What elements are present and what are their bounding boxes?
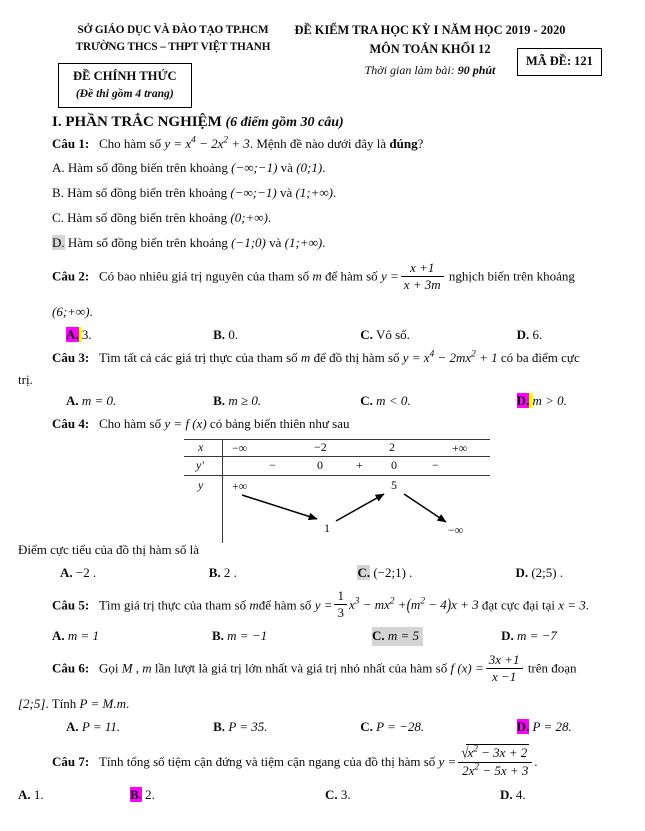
option-1a-conj: và	[280, 160, 293, 176]
option-3c[interactable]	[360, 392, 516, 411]
question-6-frac-den: x −1	[492, 668, 517, 684]
vt-yp-val-0: −	[269, 458, 276, 473]
option-4b[interactable]	[209, 564, 358, 583]
question-1-formula: $y = x^4 - 2x^2 + 3$	[164, 135, 250, 151]
option-1c[interactable]: C. Hàm số đồng biến trên khoảng (0;+∞).	[52, 209, 272, 225]
question-1-text-b: . Mệnh đề nào dưới đây là	[249, 136, 387, 151]
option-7a-value: 1.	[33, 787, 44, 803]
vt-arrow-down-1	[242, 495, 317, 519]
question-3-text-c-part: có ba điểm cực	[500, 350, 580, 366]
question-4-prompt-text: Điểm cực tiểu của đồ thị hàm số là	[18, 542, 200, 558]
variation-table-wrap	[52, 439, 627, 543]
question-3-label: Câu 3:	[52, 350, 90, 366]
vt-y-val-0: +∞	[232, 479, 248, 494]
option-4c-letter: C.	[357, 564, 371, 580]
option-2b[interactable]	[213, 326, 360, 345]
question-5-period: .	[585, 597, 590, 613]
option-6c-letter: C.	[360, 719, 373, 735]
option-6b-value: P = 35.	[228, 719, 268, 735]
option-7d-value: 4.	[515, 787, 526, 803]
exam-content	[0, 114, 645, 805]
question-3-formula: $y = x^4 - 2mx^2 + 1$	[402, 349, 498, 366]
option-6b[interactable]	[213, 718, 360, 737]
exam-subject: MÔN TOÁN KHỐI 12	[369, 41, 491, 56]
option-3b-letter: B.	[213, 393, 226, 409]
question-6-text: Gọi	[98, 660, 119, 676]
question-6-text-b: lần lượt là giá trị lớn nhất và giá trị nhỏ nhất của hàm số	[154, 660, 448, 676]
option-1d-interval-1: (−1;0)	[231, 234, 266, 250]
option-4a[interactable]	[60, 564, 209, 583]
option-4d-letter: D.	[515, 564, 529, 580]
option-7b-value: 2.	[145, 787, 155, 803]
question-7-frac-den: $2x^2 - 5x + 3$	[462, 762, 529, 778]
question-2-label: Câu 2:	[52, 269, 90, 285]
option-5c-value: m = 5	[387, 628, 420, 644]
option-6d[interactable]	[517, 718, 627, 737]
vt-row-label-x: x	[198, 440, 204, 455]
option-1b[interactable]: B. Hàm số đồng biến trên khoảng (−∞;−1) và (1;+∞).	[52, 185, 337, 201]
question-1	[52, 135, 627, 153]
option-5b-letter: B.	[212, 628, 224, 644]
option-2a-value: 3.	[81, 327, 92, 343]
school-name: TRƯỜNG THCS – THPT VIỆT THANH	[75, 41, 271, 54]
question-2-frac-num: x +1	[401, 260, 444, 277]
question-6-fraction	[486, 652, 523, 686]
page-count-label: (Đề thi gồm 4 trang)	[75, 86, 174, 100]
vt-yp-val-2: +	[356, 458, 363, 473]
section-heading	[52, 114, 627, 131]
section-roman: I.	[52, 114, 62, 130]
question-6-cont	[18, 695, 627, 713]
vt-y-val-1: 1	[324, 521, 330, 536]
question-5-frac-num: 1	[334, 588, 347, 605]
question-5-frac-den: 3	[337, 605, 344, 621]
option-4a-letter: A.	[60, 564, 73, 580]
option-4b-value: 2 .	[223, 564, 237, 580]
section-title-text: PHẦN TRẮC NGHIỆM	[65, 114, 222, 130]
option-1b-interval-1: (−∞;−1)	[230, 185, 277, 201]
question-6-compute: P = M.m	[79, 695, 126, 711]
option-4d-value: (2;5) .	[531, 564, 564, 580]
question-1-label: Câu 1:	[52, 136, 90, 151]
vt-arrow-up-1	[336, 494, 384, 521]
question-5-at-value: x = 3	[558, 597, 586, 613]
official-label: ĐỀ CHÍNH THỨC	[73, 69, 177, 83]
question-5-text-b: để hàm số	[258, 597, 312, 613]
question-5-fraction	[334, 588, 347, 622]
question-6	[52, 653, 627, 687]
option-5a-value: m = 1	[67, 628, 100, 644]
question-2-param: m	[312, 269, 322, 285]
option-2d-value: 6.	[532, 327, 543, 343]
option-1c-interval-1: (0;+∞)	[230, 209, 268, 225]
school-block	[48, 22, 298, 57]
option-1c-text: Hàm số đồng biến trên khoảng	[67, 209, 228, 225]
option-3a[interactable]	[66, 392, 213, 411]
option-3b[interactable]	[213, 392, 360, 411]
question-7-options	[18, 786, 627, 805]
option-4c-value: (−2;1) .	[373, 564, 413, 580]
option-1b-conj: và	[279, 185, 293, 201]
option-7b-letter: B.	[130, 787, 142, 803]
option-7b[interactable]	[130, 786, 325, 805]
option-3b-value: m ≥ 0.	[228, 393, 262, 409]
question-6-vars: M , m	[121, 660, 152, 676]
option-4c[interactable]	[357, 564, 515, 583]
option-5a[interactable]	[52, 627, 212, 646]
option-1a-interval-2: (0;1)	[296, 160, 323, 176]
option-1a-interval-1: (−∞;−1)	[231, 160, 278, 176]
question-4-text: Cho hàm số	[98, 416, 162, 431]
option-2c-value: Vô số.	[375, 327, 410, 343]
option-4d[interactable]	[515, 564, 627, 583]
option-5d[interactable]	[501, 627, 621, 646]
option-1d-text: Hàm số đồng biến trên khoảng	[67, 234, 228, 250]
question-4-text-b: có bảng biến thiên như sau	[209, 416, 350, 431]
option-3d[interactable]	[517, 392, 627, 411]
option-2d[interactable]	[517, 326, 627, 345]
vt-row-label-yp: y'	[196, 458, 204, 473]
option-3c-letter: C.	[360, 393, 373, 409]
option-7a-letter: A.	[18, 787, 31, 803]
question-5-options	[52, 627, 627, 646]
option-6b-letter: B.	[213, 719, 226, 735]
question-5-label: Câu 5:	[52, 597, 90, 613]
option-2c[interactable]	[360, 326, 516, 345]
question-2-fraction	[401, 260, 444, 294]
option-1d-interval-2: (1;+∞)	[284, 234, 323, 250]
vt-yp-val-3: 0	[391, 458, 397, 473]
option-2a-letter: A.	[66, 327, 79, 343]
section-points: (6 điểm gồm 30 câu)	[225, 115, 344, 130]
option-4a-value: −2 .	[75, 564, 97, 580]
question-3-options	[52, 392, 627, 411]
question-1-options	[52, 157, 627, 254]
option-3d-letter: D.	[516, 393, 530, 409]
question-5	[52, 590, 627, 624]
question-2-cont	[52, 303, 627, 321]
vt-yp-val-1: 0	[317, 458, 323, 473]
vt-x-val-1: −2	[314, 440, 327, 455]
option-5c[interactable]	[372, 627, 423, 646]
question-3-text: Tìm tất cả các giá trị thực của tham số	[98, 350, 298, 366]
official-exam-box	[58, 63, 192, 108]
question-7	[52, 743, 627, 781]
question-6-options	[52, 718, 627, 737]
variation-table	[184, 439, 490, 543]
question-6-frac-num: 3x +1	[486, 652, 523, 669]
question-7-fraction	[458, 744, 532, 779]
option-1a-letter: A.	[52, 160, 65, 176]
option-5b[interactable]	[212, 627, 372, 646]
option-1a[interactable]: A. Hàm số đồng biến trên khoảng (−∞;−1) và (0;1).	[52, 160, 326, 176]
option-4b-letter: B.	[208, 564, 221, 580]
question-5-formula-rest: $x^3 - mx^2 +(m^2 - 4)x + 3$	[348, 594, 479, 615]
option-1b-text: Hàm số đồng biến trên khoảng	[67, 185, 228, 201]
exam-code-box: MÃ ĐỀ: 121	[517, 48, 602, 76]
option-6d-letter: D.	[516, 719, 530, 735]
question-5-text-c: đạt cực đại tại	[481, 597, 555, 613]
option-3a-value: m = 0.	[81, 393, 117, 409]
question-4-label: Câu 4:	[52, 416, 90, 431]
option-2a[interactable]	[66, 326, 213, 345]
vt-x-val-2: 2	[389, 440, 395, 455]
question-6-fn-lhs: f (x) =	[450, 660, 484, 676]
option-6c[interactable]	[360, 718, 516, 737]
option-5d-letter: D.	[501, 628, 514, 644]
option-3d-value: m > 0.	[532, 393, 567, 409]
question-6-label: Câu 6:	[52, 660, 90, 676]
option-7c-value: 3.	[340, 787, 351, 803]
question-7-period: .	[534, 754, 538, 770]
question-4-prompt	[18, 541, 627, 559]
vt-y-val-3: −∞	[448, 523, 464, 538]
option-7c[interactable]	[325, 786, 500, 805]
duration-label: Thời gian làm bài:	[364, 63, 455, 78]
question-2	[52, 261, 627, 295]
vt-x-val-0: −∞	[232, 441, 248, 456]
question-7-eq-lhs: y =	[438, 754, 457, 770]
question-1-text: Cho hàm số	[98, 136, 162, 151]
option-1b-interval-2: (1;+∞)	[295, 185, 333, 201]
question-6-text-d: . Tính	[45, 695, 77, 711]
question-4	[52, 415, 627, 433]
option-3c-value: m < 0.	[376, 393, 411, 409]
question-4-formula: y = f (x)	[164, 416, 207, 431]
exam-title: ĐỀ KIỂM TRA HỌC KỲ I NĂM HỌC 2019 - 2020	[294, 23, 566, 37]
option-7d[interactable]	[500, 786, 526, 805]
vt-y-val-2: 5	[391, 478, 397, 493]
question-2-text: Có bao nhiêu giá trị nguyên của tham số	[98, 269, 310, 285]
option-7c-letter: C.	[325, 787, 338, 803]
question-3-text-b: để đồ thị hàm số	[313, 350, 400, 366]
option-3a-letter: A.	[66, 393, 79, 409]
question-6-interval: [2;5]	[18, 695, 46, 711]
question-7-frac-num: $√x^2 - 3x + 2$	[458, 744, 532, 762]
question-6-period: .	[125, 695, 130, 711]
option-1a-text: Hàm số đồng biến trên khoảng	[67, 160, 228, 176]
vt-arrows	[184, 439, 490, 543]
question-7-text: Tính tổng số tiệm cận đứng và tiệm cận ngang của đồ thị hàm số	[98, 754, 436, 770]
question-3	[52, 349, 627, 367]
vt-row-label-y: y	[198, 478, 204, 493]
option-1d-conj: và	[269, 234, 282, 250]
option-2c-letter: C.	[360, 327, 373, 343]
question-1-text-c: ?	[417, 136, 424, 151]
option-5d-value: m = −7	[516, 628, 557, 644]
option-5a-letter: A.	[52, 628, 65, 644]
question-5-eq-lhs: y =	[314, 597, 333, 613]
question-5-param: m	[249, 597, 259, 613]
option-7d-letter: D.	[500, 787, 513, 803]
question-1-bold-word: đúng	[389, 136, 418, 151]
option-2d-letter: D.	[516, 327, 530, 343]
question-4-options	[52, 564, 627, 583]
question-3-param: m	[300, 350, 311, 366]
document-header	[0, 0, 645, 100]
option-5c-letter: C.	[372, 628, 385, 644]
question-2-text-b: để hàm số	[324, 269, 378, 285]
option-6d-value: P = 28.	[532, 719, 572, 735]
option-2b-letter: B.	[213, 327, 226, 343]
question-5-text: Tìm giá trị thực của tham số	[98, 597, 247, 613]
question-7-label: Câu 7:	[52, 754, 90, 770]
vt-arrow-down-2	[404, 494, 446, 522]
option-1c-letter: C.	[52, 209, 64, 225]
option-1d-letter: D.	[52, 234, 65, 250]
option-7a[interactable]	[18, 786, 130, 805]
question-2-frac-den: x + 3m	[403, 277, 441, 293]
option-5b-value: m = −1	[227, 628, 268, 644]
question-2-interval: (6;+∞)	[52, 303, 90, 319]
question-6-text-c: trên đoạn	[527, 660, 577, 676]
question-2-text-c: nghịch biến trên khoảng	[448, 269, 575, 285]
option-2b-value: 0.	[228, 327, 239, 343]
question-2-eq-lhs: y =	[380, 269, 399, 285]
duration-value: 90 phút	[457, 63, 496, 78]
question-3-cont	[18, 371, 627, 389]
department-name: SỞ GIÁO DỤC VÀ ĐÀO TẠO TP.HCM	[77, 24, 269, 36]
option-6a-letter: A.	[66, 719, 79, 735]
option-1d[interactable]: D. Hàm số đồng biến trên khoảng (−1;0) và (1;+∞).	[52, 234, 326, 250]
question-3-wrap-word: trị.	[18, 371, 33, 387]
option-6a-value: P = 11.	[81, 719, 121, 735]
vt-x-val-3: +∞	[452, 441, 468, 456]
question-2-options	[52, 326, 627, 345]
question-2-period: .	[89, 303, 93, 319]
option-6c-value: P = −28.	[376, 719, 425, 735]
vt-yp-val-4: −	[432, 458, 439, 473]
option-6a[interactable]	[66, 718, 213, 737]
option-1b-letter: B.	[52, 185, 64, 201]
